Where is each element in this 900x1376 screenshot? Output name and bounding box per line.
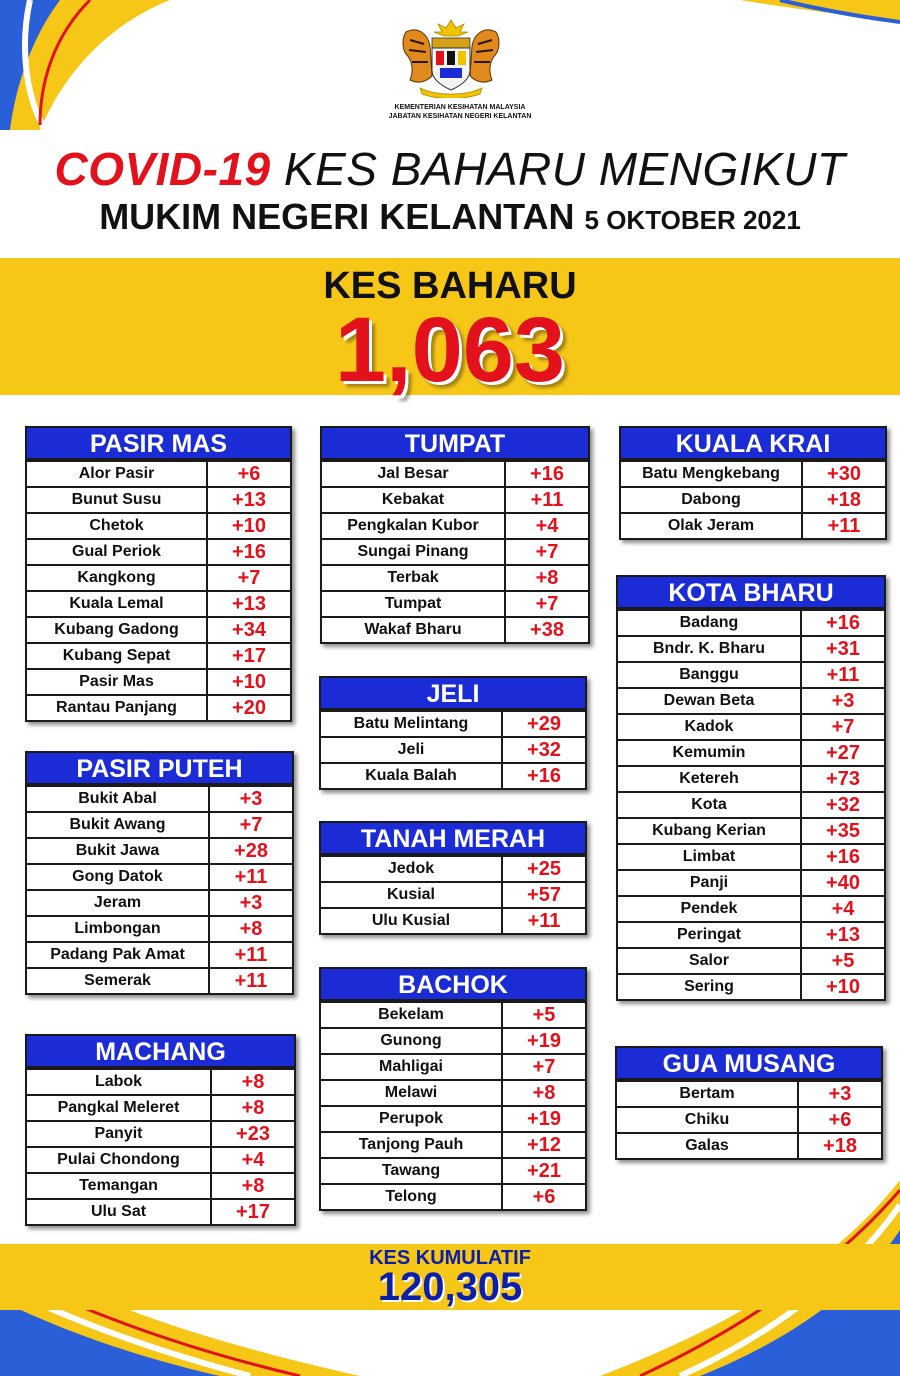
- title-mukim: MUKIM NEGERI KELANTAN: [99, 196, 575, 237]
- mukim-cases: +16: [826, 612, 860, 634]
- mukim-name: Limbongan: [27, 917, 210, 941]
- mukim-name: Labok: [27, 1070, 212, 1094]
- mukim-name: Panyit: [27, 1122, 212, 1146]
- mukim-name: Pasir Mas: [27, 670, 208, 694]
- mukim-name: Kusial: [321, 883, 503, 907]
- district-table-kota-bharu: [616, 575, 886, 1001]
- district-header: TANAH MERAH: [321, 823, 585, 855]
- mukim-cases: +3: [239, 788, 263, 810]
- table-row: [27, 590, 290, 616]
- table-row: [621, 512, 885, 538]
- district-table-bachok: [319, 967, 587, 1211]
- mukim-cases: +11: [234, 944, 268, 966]
- mukim-name: Salor: [618, 949, 802, 973]
- mukim-cases: +8: [535, 567, 559, 589]
- mukim-cases: +16: [530, 463, 564, 485]
- table-row: [27, 1198, 294, 1224]
- table-row: [321, 1079, 585, 1105]
- district-table-tumpat: [320, 426, 590, 644]
- table-row: [618, 973, 884, 999]
- table-row: [618, 921, 884, 947]
- table-row: [618, 739, 884, 765]
- mukim-cases: +11: [530, 489, 564, 511]
- table-row: [321, 1027, 585, 1053]
- table-row: [618, 713, 884, 739]
- mukim-cases: +7: [535, 541, 559, 563]
- table-row: [618, 817, 884, 843]
- district-header: KOTA BHARU: [618, 577, 884, 609]
- district-header: GUA MUSANG: [617, 1048, 881, 1080]
- mukim-cases: +38: [530, 619, 564, 641]
- table-row: [617, 1080, 881, 1106]
- district-header: KUALA KRAI: [621, 428, 885, 460]
- district-table-pasir-mas: [25, 426, 292, 722]
- mukim-cases: +17: [236, 1201, 270, 1223]
- mukim-name: Bunut Susu: [27, 488, 208, 512]
- mukim-name: Jeram: [27, 891, 210, 915]
- mukim-name: Melawi: [321, 1081, 503, 1105]
- mukim-cases: +4: [535, 515, 559, 537]
- table-row: [618, 609, 884, 635]
- mukim-name: Gong Datok: [27, 865, 210, 889]
- mukim-name: Kangkong: [27, 566, 208, 590]
- table-row: [618, 843, 884, 869]
- mukim-name: Mahligai: [321, 1055, 503, 1079]
- district-table-jeli: [319, 676, 587, 790]
- mukim-name: Jeli: [321, 738, 503, 762]
- mukim-cases: +17: [232, 645, 266, 667]
- mukim-cases: +5: [831, 950, 855, 972]
- mukim-cases: +3: [828, 1083, 852, 1105]
- mukim-cases: +32: [527, 739, 561, 761]
- department-name: JABATAN KESIHATAN NEGERI KELANTAN: [388, 113, 532, 120]
- mukim-cases: +19: [527, 1108, 561, 1130]
- mukim-name: Peringat: [618, 923, 802, 947]
- mukim-name: Panji: [618, 871, 802, 895]
- table-row: [618, 635, 884, 661]
- table-row: [618, 687, 884, 713]
- mukim-cases: +32: [826, 794, 860, 816]
- mukim-name: Gunong: [321, 1029, 503, 1053]
- mukim-name: Kuala Lemal: [27, 592, 208, 616]
- mukim-name: Semerak: [27, 969, 210, 993]
- mukim-cases: +11: [827, 515, 861, 537]
- mukim-name: Kebakat: [322, 488, 506, 512]
- mukim-name: Rantau Panjang: [27, 696, 208, 720]
- table-row: [618, 895, 884, 921]
- mukim-name: Chetok: [27, 514, 208, 538]
- table-row: [27, 1146, 294, 1172]
- mukim-name: Olak Jeram: [621, 514, 803, 538]
- mukim-cases: +21: [527, 1160, 561, 1182]
- mukim-cases: +40: [826, 872, 860, 894]
- mukim-cases: +5: [532, 1004, 556, 1026]
- new-cases-label: KES BAHARU: [323, 265, 577, 307]
- district-header: BACHOK: [321, 969, 585, 1001]
- mukim-cases: +30: [827, 463, 861, 485]
- mukim-name: Dewan Beta: [618, 689, 802, 713]
- table-row: [322, 564, 588, 590]
- table-row: [321, 762, 585, 788]
- mukim-name: Kubang Sepat: [27, 644, 208, 668]
- table-row: [27, 460, 290, 486]
- mukim-name: Sungai Pinang: [322, 540, 506, 564]
- mukim-name: Perupok: [321, 1107, 503, 1131]
- table-row: [322, 616, 588, 642]
- mukim-cases: +11: [234, 866, 268, 888]
- table-row: [617, 1132, 881, 1158]
- cumulative-value: 120,305: [377, 1265, 523, 1309]
- mukim-name: Bukit Awang: [27, 813, 210, 837]
- mukim-cases: +8: [241, 1071, 265, 1093]
- mukim-name: Ketereh: [618, 767, 802, 791]
- mukim-cases: +27: [826, 742, 860, 764]
- mukim-name: Pengkalan Kubor: [322, 514, 506, 538]
- table-row: [321, 710, 585, 736]
- mukim-cases: +18: [827, 489, 861, 511]
- page-title-line1: [0, 140, 900, 198]
- district-header: JELI: [321, 678, 585, 710]
- table-row: [27, 785, 292, 811]
- mukim-cases: +11: [826, 664, 860, 686]
- mukim-cases: +13: [232, 593, 266, 615]
- table-row: [322, 460, 588, 486]
- mukim-name: Bndr. K. Bharu: [618, 637, 802, 661]
- mukim-cases: +8: [241, 1097, 265, 1119]
- table-row: [321, 1105, 585, 1131]
- table-row: [321, 907, 585, 933]
- mukim-cases: +7: [532, 1056, 556, 1078]
- mukim-cases: +3: [831, 690, 855, 712]
- mukim-cases: +29: [527, 713, 561, 735]
- title-kes-baharu: KES BAHARU MENGIKUT: [270, 143, 846, 195]
- mukim-name: Bekelam: [321, 1003, 503, 1027]
- district-table-machang: [25, 1034, 296, 1226]
- title-covid: COVID-19: [54, 143, 271, 195]
- table-row: [27, 486, 290, 512]
- mukim-name: Galas: [617, 1134, 799, 1158]
- mukim-name: Batu Melintang: [321, 712, 503, 736]
- page-title-line2: [0, 194, 900, 243]
- mukim-cases: +4: [241, 1149, 265, 1171]
- mukim-cases: +19: [527, 1030, 561, 1052]
- table-row: [27, 694, 290, 720]
- mukim-cases: +13: [826, 924, 860, 946]
- mukim-name: Bukit Abal: [27, 787, 210, 811]
- mukim-cases: +57: [527, 884, 561, 906]
- mukim-name: Chiku: [617, 1108, 799, 1132]
- mukim-cases: +3: [239, 892, 263, 914]
- new-cases-value: 1,063: [334, 299, 566, 401]
- table-row: [27, 616, 290, 642]
- table-row: [321, 855, 585, 881]
- district-header: PASIR MAS: [27, 428, 290, 460]
- mukim-name: Ulu Sat: [27, 1200, 212, 1224]
- table-row: [27, 967, 292, 993]
- table-row: [27, 1172, 294, 1198]
- mukim-cases: +20: [232, 697, 266, 719]
- table-row: [321, 1131, 585, 1157]
- mukim-name: Terbak: [322, 566, 506, 590]
- mukim-cases: +28: [234, 840, 268, 862]
- table-row: [27, 941, 292, 967]
- mukim-name: Alor Pasir: [27, 462, 208, 486]
- mukim-name: Tumpat: [322, 592, 506, 616]
- mukim-name: Banggu: [618, 663, 802, 687]
- table-row: [27, 1068, 294, 1094]
- mukim-name: Dabong: [621, 488, 803, 512]
- table-row: [27, 1120, 294, 1146]
- table-row: [618, 661, 884, 687]
- table-row: [27, 642, 290, 668]
- mukim-cases: +6: [532, 1186, 556, 1208]
- mukim-cases: +16: [232, 541, 266, 563]
- mukim-name: Jal Besar: [322, 462, 506, 486]
- district-header: PASIR PUTEH: [27, 753, 292, 785]
- mukim-name: Jedok: [321, 857, 503, 881]
- mukim-name: Temangan: [27, 1174, 212, 1198]
- mukim-name: Kemumin: [618, 741, 802, 765]
- district-header: MACHANG: [27, 1036, 294, 1068]
- cumulative-label: KES KUMULATIF: [369, 1247, 531, 1269]
- mukim-cases: +7: [831, 716, 855, 738]
- ministry-caption: [360, 103, 560, 121]
- district-table-pasir-puteh: [25, 751, 294, 995]
- mukim-name: Kota: [618, 793, 802, 817]
- mukim-cases: +16: [826, 846, 860, 868]
- mukim-cases: +10: [232, 515, 266, 537]
- table-row: [27, 811, 292, 837]
- mukim-cases: +6: [237, 463, 261, 485]
- table-row: [321, 1157, 585, 1183]
- table-row: [322, 512, 588, 538]
- mukim-name: Bertam: [617, 1082, 799, 1106]
- mukim-name: Kadok: [618, 715, 802, 739]
- report-date: 5 OKTOBER 2021: [584, 205, 801, 235]
- table-row: [27, 512, 290, 538]
- mukim-name: Kuala Balah: [321, 764, 503, 788]
- mukim-cases: +18: [823, 1135, 857, 1157]
- mukim-name: Ulu Kusial: [321, 909, 503, 933]
- mukim-name: Pulai Chondong: [27, 1148, 212, 1172]
- table-row: [321, 736, 585, 762]
- table-row: [617, 1106, 881, 1132]
- mukim-name: Gual Periok: [27, 540, 208, 564]
- mukim-name: Sering: [618, 975, 802, 999]
- table-row: [321, 881, 585, 907]
- table-row: [27, 668, 290, 694]
- table-row: [322, 538, 588, 564]
- mukim-name: Limbat: [618, 845, 802, 869]
- ministry-name: KEMENTERIAN KESIHATAN MALAYSIA: [394, 104, 526, 111]
- mukim-cases: +34: [232, 619, 266, 641]
- table-row: [27, 538, 290, 564]
- mukim-cases: +73: [826, 768, 860, 790]
- table-row: [322, 486, 588, 512]
- mukim-name: Pangkal Meleret: [27, 1096, 212, 1120]
- mukim-cases: +35: [826, 820, 860, 842]
- table-row: [321, 1001, 585, 1027]
- table-row: [621, 460, 885, 486]
- table-row: [27, 915, 292, 941]
- district-table-tanah-merah: [319, 821, 587, 935]
- table-row: [618, 869, 884, 895]
- table-row: [322, 590, 588, 616]
- district-table-kuala-krai: [619, 426, 887, 540]
- mukim-cases: +4: [831, 898, 855, 920]
- table-row: [321, 1053, 585, 1079]
- mukim-cases: +25: [527, 858, 561, 880]
- mukim-cases: +7: [239, 814, 263, 836]
- table-row: [27, 889, 292, 915]
- mukim-name: Kubang Kerian: [618, 819, 802, 843]
- mukim-cases: +31: [826, 638, 860, 660]
- mukim-cases: +10: [826, 976, 860, 998]
- mukim-name: Pendek: [618, 897, 802, 921]
- mukim-name: Kubang Gadong: [27, 618, 208, 642]
- mukim-cases: +8: [239, 918, 263, 940]
- table-row: [621, 486, 885, 512]
- mukim-name: Tawang: [321, 1159, 503, 1183]
- mukim-cases: +10: [232, 671, 266, 693]
- mukim-cases: +8: [532, 1082, 556, 1104]
- district-header: TUMPAT: [322, 428, 588, 460]
- table-row: [27, 564, 290, 590]
- mukim-cases: +8: [241, 1175, 265, 1197]
- table-row: [27, 837, 292, 863]
- coat-of-arms-icon: [396, 18, 506, 98]
- mukim-cases: +6: [828, 1109, 852, 1131]
- table-row: [618, 765, 884, 791]
- mukim-name: Bukit Jawa: [27, 839, 210, 863]
- table-row: [27, 1094, 294, 1120]
- mukim-name: Padang Pak Amat: [27, 943, 210, 967]
- table-row: [321, 1183, 585, 1209]
- mukim-cases: +16: [527, 765, 561, 787]
- mukim-cases: +11: [527, 910, 561, 932]
- mukim-name: Batu Mengkebang: [621, 462, 803, 486]
- table-row: [618, 947, 884, 973]
- mukim-name: Badang: [618, 611, 802, 635]
- table-row: [27, 863, 292, 889]
- table-row: [618, 791, 884, 817]
- mukim-name: Tanjong Pauh: [321, 1133, 503, 1157]
- mukim-cases: +11: [234, 970, 268, 992]
- mukim-cases: +7: [237, 567, 261, 589]
- mukim-cases: +12: [527, 1134, 561, 1156]
- mukim-cases: +23: [236, 1123, 270, 1145]
- district-table-gua-musang: [615, 1046, 883, 1160]
- mukim-cases: +7: [535, 593, 559, 615]
- mukim-name: Telong: [321, 1185, 503, 1209]
- mukim-cases: +13: [232, 489, 266, 511]
- mukim-name: Wakaf Bharu: [322, 618, 506, 642]
